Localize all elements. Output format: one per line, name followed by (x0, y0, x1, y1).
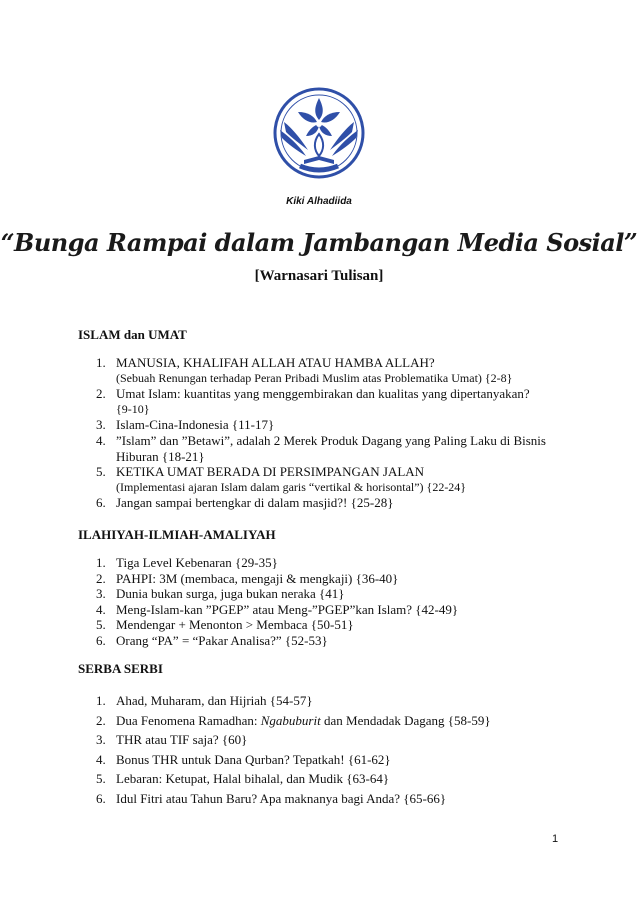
section-heading: SERBA SERBI (78, 661, 163, 676)
item-text: Mendengar + Menonton > Membaca {50-51} (116, 617, 354, 633)
item-number: 3. (96, 417, 106, 433)
document-title: “Bunga Rampai dalam Jambangan Media Sosial” (0, 228, 638, 257)
item-number: 4. (96, 751, 106, 767)
section-heading: ISLAM dan UMAT (78, 327, 187, 342)
item-text: PAHPI: 3M (membaca, mengaji & mengkaji) {36-40} (116, 570, 399, 586)
list-item (78, 386, 578, 417)
contents-list (78, 555, 578, 649)
item-text: Dunia bukan surga, juga bukan neraka {41} (116, 586, 345, 602)
contents-list (78, 355, 578, 511)
item-number: 1. (96, 555, 106, 570)
item-text: Jangan sampai bertengkar di dalam masjid?! {25-28} (116, 495, 394, 511)
item-number: 5. (96, 464, 106, 480)
list-item (78, 617, 578, 633)
item-number: 4. (96, 601, 106, 617)
item-note: (Sebuah Renungan terhadap Peran Pribadi Muslim atas Problematika Umat) {2-8} (116, 370, 513, 385)
list-item (78, 433, 578, 464)
item-text-emphasis: Ngabuburit (260, 712, 321, 728)
item-number: 1. (96, 355, 106, 370)
item-number: 2. (96, 570, 106, 586)
list-item (78, 633, 578, 649)
list-item (78, 355, 578, 386)
item-text: Bonus THR untuk Dana Qurban? Tepatkah! {61-62} (116, 751, 391, 767)
winged-emblem-logo-icon (270, 78, 368, 188)
item-text: Ahad, Muharam, dan Hijriah {54-57} (116, 693, 313, 708)
list-item (78, 730, 578, 750)
section-ilahiyah-ilmiah-amaliyah (78, 527, 578, 649)
item-number: 5. (96, 771, 106, 786)
list-item (78, 495, 578, 511)
section-heading: ILAHIYAH-ILMIAH-AMALIYAH (78, 527, 276, 542)
author-name: Kiki Alhadiida (286, 196, 352, 207)
document-subtitle: [Warnasari Tulisan] (254, 268, 384, 284)
item-number: 3. (96, 732, 106, 747)
item-number: 1. (96, 693, 106, 708)
item-number: 2. (96, 712, 106, 728)
item-number: 6. (96, 495, 106, 511)
item-text: Islam-Cina-Indonesia {11-17} (116, 417, 275, 433)
item-number: 4. (96, 432, 106, 448)
section-islam-dan-umat (78, 327, 578, 511)
item-number: 5. (96, 617, 106, 633)
item-number: 2. (96, 386, 106, 402)
item-text: THR atau TIF saja? {60} (116, 732, 248, 747)
item-text: Tiga Level Kebenaran {29-35} (116, 555, 278, 570)
item-text: Idul Fitri atau Tahun Baru? Apa maknanya bagi Anda? {65-66} (116, 790, 447, 806)
item-text: ”Islam” dan ”Betawi”, adalah 2 Merek Produk Dagang yang Paling Laku di Bisnis (116, 432, 546, 448)
list-item (78, 571, 578, 587)
item-number: 6. (96, 790, 106, 806)
item-text: Orang “PA” = “Pakar Analisa?” {52-53} (116, 632, 328, 648)
item-number: 6. (96, 632, 106, 648)
list-item (78, 586, 578, 602)
section-serba-serbi (78, 661, 578, 808)
item-text: KETIKA UMAT BERADA DI PERSIMPANGAN JALAN (116, 464, 425, 480)
item-note: (Implementasi ajaran Islam dalam garis “vertikal & horisontal”) {22-24} (116, 479, 467, 494)
list-item (78, 789, 578, 809)
item-text: MANUSIA, KHALIFAH ALLAH ATAU HAMBA ALLAH? (116, 355, 435, 370)
list-item (78, 750, 578, 770)
item-note: Hiburan {18-21} (116, 448, 205, 464)
contents-list (78, 691, 578, 808)
item-text-post: dan Mendadak Dagang {58-59} (320, 712, 491, 728)
list-item (78, 555, 578, 571)
item-number: 3. (96, 586, 106, 602)
list-item (78, 602, 578, 618)
item-text: Meng-Islam-kan ”PGEP” atau Meng-”PGEP”kan Islam? {42-49} (116, 601, 459, 617)
page-number: 1 (552, 833, 559, 845)
item-text: Lebaran: Ketupat, Halal bihalal, dan Mudik {63-64} (116, 771, 390, 786)
list-item (78, 711, 578, 731)
item-note: {9-10} (116, 401, 150, 416)
list-item (78, 691, 578, 711)
item-text-pre: Dua Fenomena Ramadhan: (116, 712, 261, 728)
list-item (78, 769, 578, 789)
item-text: Umat Islam: kuantitas yang menggembirakan dan kualitas yang dipertanyakan? (116, 386, 530, 402)
emblem-logo (270, 78, 368, 188)
list-item (78, 464, 578, 495)
list-item (78, 417, 578, 433)
